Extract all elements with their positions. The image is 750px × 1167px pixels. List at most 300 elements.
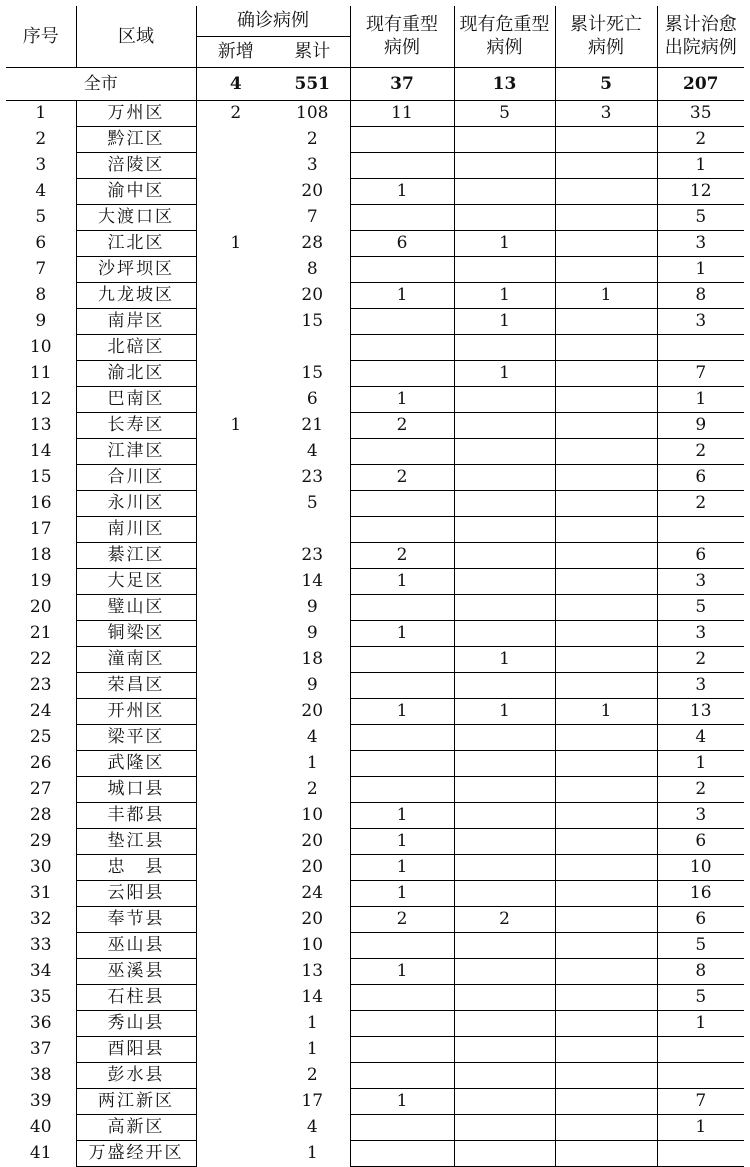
row-recovered: 1 — [657, 257, 744, 283]
row-seq: 10 — [29, 337, 52, 357]
row-recovered — [657, 517, 744, 543]
row-critical — [454, 725, 555, 751]
row-recovered: 3 — [657, 673, 744, 699]
row-critical: 1 — [454, 699, 555, 725]
row-new — [196, 517, 275, 543]
header-cumulative-deaths-line2: 病例 — [588, 36, 624, 58]
total-deaths: 5 — [555, 68, 657, 101]
row-seq: 24 — [29, 701, 52, 721]
table-row — [6, 1011, 744, 1037]
row-critical — [454, 127, 555, 153]
row-deaths — [555, 855, 657, 881]
row-severe — [350, 595, 454, 621]
row-critical — [454, 777, 555, 803]
row-deaths — [555, 1089, 657, 1115]
table-row — [6, 829, 744, 855]
row-deaths — [555, 543, 657, 569]
row-region: 南岸区 — [76, 309, 196, 335]
table-row — [6, 231, 744, 257]
row-deaths — [555, 595, 657, 621]
row-new — [196, 855, 275, 881]
row-critical — [454, 673, 555, 699]
row-severe: 2 — [350, 413, 454, 439]
table-row — [6, 543, 744, 569]
row-deaths — [555, 933, 657, 959]
total-row — [6, 68, 744, 101]
table-body — [6, 101, 744, 1167]
header-cumulative-deaths-line1: 累计死亡 — [570, 14, 642, 35]
header-current-critical-line2: 病例 — [486, 36, 523, 58]
row-cumulative — [275, 335, 350, 361]
row-seq: 15 — [29, 467, 52, 487]
row-severe: 1 — [350, 803, 454, 829]
row-critical — [454, 543, 555, 569]
row-critical — [454, 413, 555, 439]
row-seq: 34 — [29, 961, 52, 981]
row-seq: 26 — [29, 753, 52, 773]
header-current-severe-line1: 现有重型 — [366, 14, 438, 35]
row-new — [196, 933, 275, 959]
row-region: 大足区 — [76, 569, 196, 595]
row-region: 高新区 — [76, 1115, 196, 1141]
row-recovered: 5 — [657, 205, 744, 231]
header-confirmed-group: 确诊病例 — [196, 6, 350, 37]
table-row — [6, 647, 744, 673]
row-cumulative: 17 — [301, 1091, 324, 1111]
header-current-severe — [350, 6, 454, 68]
row-recovered: 10 — [657, 855, 744, 881]
row-severe: 1 — [350, 179, 454, 205]
row-critical: 1 — [454, 309, 555, 335]
row-cumulative: 20 — [301, 909, 324, 929]
row-recovered: 6 — [657, 543, 744, 569]
row-recovered: 5 — [657, 985, 744, 1011]
row-seq: 35 — [29, 987, 52, 1007]
row-severe — [350, 673, 454, 699]
row-recovered: 1 — [657, 1011, 744, 1037]
row-critical — [454, 335, 555, 361]
row-region: 开州区 — [76, 699, 196, 725]
row-critical — [454, 751, 555, 777]
row-critical — [454, 933, 555, 959]
row-severe: 2 — [350, 465, 454, 491]
row-seq: 28 — [29, 805, 52, 825]
row-recovered: 2 — [657, 127, 744, 153]
row-seq: 17 — [29, 519, 52, 539]
row-region: 北碚区 — [76, 335, 196, 361]
header-cumulative: 累计 — [275, 37, 350, 68]
row-cumulative: 20 — [301, 857, 324, 877]
row-critical — [454, 205, 555, 231]
row-deaths — [555, 829, 657, 855]
row-deaths — [555, 179, 657, 205]
row-region: 巴南区 — [76, 387, 196, 413]
row-critical — [454, 569, 555, 595]
row-critical: 2 — [454, 907, 555, 933]
row-severe — [350, 725, 454, 751]
row-severe — [350, 491, 454, 517]
row-cumulative: 8 — [306, 259, 318, 279]
row-seq: 3 — [35, 155, 47, 175]
row-region: 渝中区 — [76, 179, 196, 205]
row-new — [196, 283, 275, 309]
table-row — [6, 1063, 744, 1089]
row-severe: 1 — [350, 283, 454, 309]
row-recovered: 2 — [657, 491, 744, 517]
row-recovered: 6 — [657, 465, 744, 491]
row-critical — [454, 257, 555, 283]
row-deaths — [555, 1063, 657, 1089]
table-total — [6, 68, 744, 101]
table-row — [6, 595, 744, 621]
row-severe — [350, 257, 454, 283]
row-cumulative: 18 — [301, 649, 324, 669]
row-recovered: 4 — [657, 725, 744, 751]
row-deaths — [555, 1037, 657, 1063]
row-deaths — [555, 1115, 657, 1141]
row-deaths — [555, 985, 657, 1011]
row-cumulative: 1 — [306, 1143, 318, 1163]
total-label: 全市 — [6, 68, 196, 101]
row-severe — [350, 985, 454, 1011]
table-row — [6, 569, 744, 595]
row-cumulative: 9 — [306, 675, 318, 695]
row-new: 1 — [196, 413, 275, 439]
row-severe: 1 — [350, 569, 454, 595]
row-deaths — [555, 881, 657, 907]
row-critical — [454, 959, 555, 985]
row-deaths — [555, 621, 657, 647]
row-recovered: 7 — [657, 361, 744, 387]
row-region: 铜梁区 — [76, 621, 196, 647]
row-new — [196, 439, 275, 465]
row-seq: 39 — [29, 1091, 52, 1111]
row-cumulative: 1 — [306, 1013, 318, 1033]
table-row — [6, 751, 744, 777]
row-severe — [350, 335, 454, 361]
row-seq: 18 — [29, 545, 52, 565]
row-new — [196, 179, 275, 205]
row-severe — [350, 1141, 454, 1167]
row-seq: 30 — [29, 857, 52, 877]
row-recovered: 1 — [657, 387, 744, 413]
table-row — [6, 933, 744, 959]
row-critical — [454, 855, 555, 881]
row-recovered: 3 — [657, 309, 744, 335]
row-severe — [350, 153, 454, 179]
row-cumulative: 9 — [306, 623, 318, 643]
row-critical — [454, 621, 555, 647]
row-cumulative: 14 — [301, 571, 324, 591]
row-new — [196, 621, 275, 647]
row-region: 渝北区 — [76, 361, 196, 387]
row-cumulative: 108 — [296, 103, 329, 124]
row-new — [196, 361, 275, 387]
row-new — [196, 777, 275, 803]
table-header — [6, 6, 744, 68]
row-deaths — [555, 517, 657, 543]
row-new — [196, 803, 275, 829]
row-deaths — [555, 959, 657, 985]
row-severe: 2 — [350, 543, 454, 569]
row-recovered: 5 — [657, 595, 744, 621]
table-row — [6, 413, 744, 439]
table-row — [6, 1089, 744, 1115]
row-recovered: 6 — [657, 907, 744, 933]
header-current-critical-line1: 现有危重型 — [459, 14, 550, 35]
total-severe: 37 — [350, 68, 454, 101]
row-severe — [350, 517, 454, 543]
row-cumulative: 2 — [306, 779, 318, 799]
row-critical — [454, 387, 555, 413]
row-critical — [454, 1011, 555, 1037]
row-new: 1 — [196, 231, 275, 257]
row-cumulative: 4 — [306, 1117, 318, 1137]
header-cumulative-recovered-line2: 出院病例 — [664, 36, 737, 58]
row-region: 沙坪坝区 — [76, 257, 196, 283]
row-seq: 7 — [35, 259, 47, 279]
row-severe: 2 — [350, 907, 454, 933]
row-critical — [454, 1089, 555, 1115]
row-deaths — [555, 569, 657, 595]
row-deaths — [555, 1141, 657, 1167]
row-region: 巫溪县 — [76, 959, 196, 985]
table-row — [6, 673, 744, 699]
row-new — [196, 725, 275, 751]
row-deaths — [555, 803, 657, 829]
row-recovered: 35 — [657, 101, 744, 127]
row-recovered: 16 — [657, 881, 744, 907]
row-critical: 1 — [454, 647, 555, 673]
row-deaths — [555, 387, 657, 413]
row-severe — [350, 1011, 454, 1037]
row-new — [196, 985, 275, 1011]
row-cumulative: 9 — [306, 597, 318, 617]
row-seq: 37 — [29, 1039, 52, 1059]
table-row — [6, 803, 744, 829]
row-severe: 1 — [350, 829, 454, 855]
row-new — [196, 569, 275, 595]
row-region: 两江新区 — [76, 1089, 196, 1115]
table-row — [6, 907, 744, 933]
row-seq: 40 — [29, 1117, 52, 1137]
header-cumulative-recovered — [657, 6, 744, 68]
table-row — [6, 387, 744, 413]
row-cumulative: 20 — [301, 181, 324, 201]
row-new — [196, 257, 275, 283]
total-recovered: 207 — [657, 68, 744, 101]
row-deaths — [555, 361, 657, 387]
row-seq: 4 — [35, 181, 47, 201]
row-seq: 12 — [29, 389, 52, 409]
row-new — [196, 1037, 275, 1063]
row-region: 永川区 — [76, 491, 196, 517]
row-new — [196, 153, 275, 179]
row-severe — [350, 205, 454, 231]
row-cumulative: 2 — [306, 129, 318, 149]
row-region: 垫江县 — [76, 829, 196, 855]
row-region: 潼南区 — [76, 647, 196, 673]
table-row — [6, 959, 744, 985]
row-seq: 8 — [35, 285, 47, 305]
header-cumulative-recovered-line1: 累计治愈 — [664, 14, 737, 35]
row-cumulative: 20 — [301, 831, 324, 851]
row-severe — [350, 309, 454, 335]
table-row — [6, 179, 744, 205]
row-cumulative: 4 — [306, 441, 318, 461]
row-region: 武隆区 — [76, 751, 196, 777]
row-deaths — [555, 309, 657, 335]
row-cumulative: 20 — [301, 285, 324, 305]
table-row — [6, 309, 744, 335]
row-seq: 21 — [29, 623, 52, 643]
header-current-critical — [454, 6, 555, 68]
header-cumulative-deaths — [555, 6, 657, 68]
header-seq: 序号 — [6, 6, 76, 68]
row-region: 万盛经开区 — [76, 1141, 196, 1167]
row-severe — [350, 127, 454, 153]
row-new — [196, 387, 275, 413]
table-row — [6, 101, 744, 127]
row-recovered: 13 — [657, 699, 744, 725]
row-critical: 1 — [454, 361, 555, 387]
row-new — [196, 751, 275, 777]
total-new: 4 — [196, 68, 275, 101]
row-recovered — [657, 1141, 744, 1167]
row-region: 秀山县 — [76, 1011, 196, 1037]
row-region: 城口县 — [76, 777, 196, 803]
row-seq: 20 — [29, 597, 52, 617]
row-critical — [454, 985, 555, 1011]
row-cumulative: 2 — [306, 1065, 318, 1085]
row-recovered — [657, 335, 744, 361]
row-severe: 1 — [350, 881, 454, 907]
table-row — [6, 205, 744, 231]
row-severe: 11 — [350, 101, 454, 127]
row-region: 巫山县 — [76, 933, 196, 959]
row-new — [196, 127, 275, 153]
row-cumulative: 28 — [301, 233, 324, 253]
row-recovered: 1 — [657, 153, 744, 179]
row-critical: 1 — [454, 283, 555, 309]
table-row — [6, 699, 744, 725]
row-critical — [454, 881, 555, 907]
row-new — [196, 309, 275, 335]
row-seq: 32 — [29, 909, 52, 929]
row-recovered — [657, 1037, 744, 1063]
table-row — [6, 491, 744, 517]
row-deaths — [555, 335, 657, 361]
row-deaths — [555, 153, 657, 179]
table-row — [6, 1037, 744, 1063]
header-region: 区域 — [76, 6, 196, 68]
total-critical: 13 — [454, 68, 555, 101]
table-row — [6, 127, 744, 153]
table-row — [6, 153, 744, 179]
table-row — [6, 1141, 744, 1167]
header-current-severe-line2: 病例 — [384, 36, 420, 58]
row-severe: 6 — [350, 231, 454, 257]
row-new — [196, 647, 275, 673]
row-region: 合川区 — [76, 465, 196, 491]
row-severe — [350, 361, 454, 387]
row-cumulative: 23 — [301, 545, 324, 565]
row-severe: 1 — [350, 699, 454, 725]
table-row — [6, 855, 744, 881]
row-new — [196, 1063, 275, 1089]
row-region: 石柱县 — [76, 985, 196, 1011]
row-recovered: 2 — [657, 439, 744, 465]
row-cumulative: 3 — [306, 155, 318, 175]
row-region: 江北区 — [76, 231, 196, 257]
row-seq: 29 — [29, 831, 52, 851]
row-critical: 1 — [454, 231, 555, 257]
row-seq: 31 — [29, 883, 52, 903]
row-region: 涪陵区 — [76, 153, 196, 179]
row-critical — [454, 491, 555, 517]
row-deaths — [555, 725, 657, 751]
row-seq: 11 — [29, 363, 52, 383]
row-recovered: 3 — [657, 569, 744, 595]
row-seq: 1 — [35, 103, 47, 124]
row-recovered: 2 — [657, 647, 744, 673]
row-severe: 1 — [350, 855, 454, 881]
row-critical — [454, 803, 555, 829]
row-new — [196, 543, 275, 569]
row-new — [196, 1089, 275, 1115]
table-row — [6, 465, 744, 491]
row-region: 万州区 — [76, 101, 196, 127]
row-severe — [350, 777, 454, 803]
row-deaths — [555, 907, 657, 933]
row-recovered: 2 — [657, 777, 744, 803]
row-region: 云阳县 — [76, 881, 196, 907]
row-recovered: 8 — [657, 959, 744, 985]
row-severe — [350, 933, 454, 959]
row-deaths — [555, 439, 657, 465]
row-recovered: 7 — [657, 1089, 744, 1115]
row-critical — [454, 517, 555, 543]
table-row — [6, 257, 744, 283]
row-deaths — [555, 647, 657, 673]
row-severe: 1 — [350, 621, 454, 647]
row-new — [196, 699, 275, 725]
row-seq: 13 — [29, 415, 52, 435]
table-row — [6, 1115, 744, 1141]
row-region: 南川区 — [76, 517, 196, 543]
row-region: 綦江区 — [76, 543, 196, 569]
row-critical — [454, 179, 555, 205]
row-seq: 9 — [35, 311, 47, 331]
row-seq: 25 — [29, 727, 52, 747]
row-seq: 6 — [35, 233, 47, 253]
row-region: 大渡口区 — [76, 205, 196, 231]
row-recovered: 1 — [657, 1115, 744, 1141]
row-critical — [454, 1037, 555, 1063]
row-deaths — [555, 777, 657, 803]
row-deaths: 1 — [555, 283, 657, 309]
row-region: 江津区 — [76, 439, 196, 465]
row-region: 奉节县 — [76, 907, 196, 933]
row-new — [196, 907, 275, 933]
row-seq: 22 — [29, 649, 52, 669]
row-region: 黔江区 — [76, 127, 196, 153]
row-deaths — [555, 127, 657, 153]
row-cumulative: 14 — [301, 987, 324, 1007]
row-deaths: 3 — [555, 101, 657, 127]
row-recovered — [657, 1063, 744, 1089]
row-severe — [350, 1037, 454, 1063]
